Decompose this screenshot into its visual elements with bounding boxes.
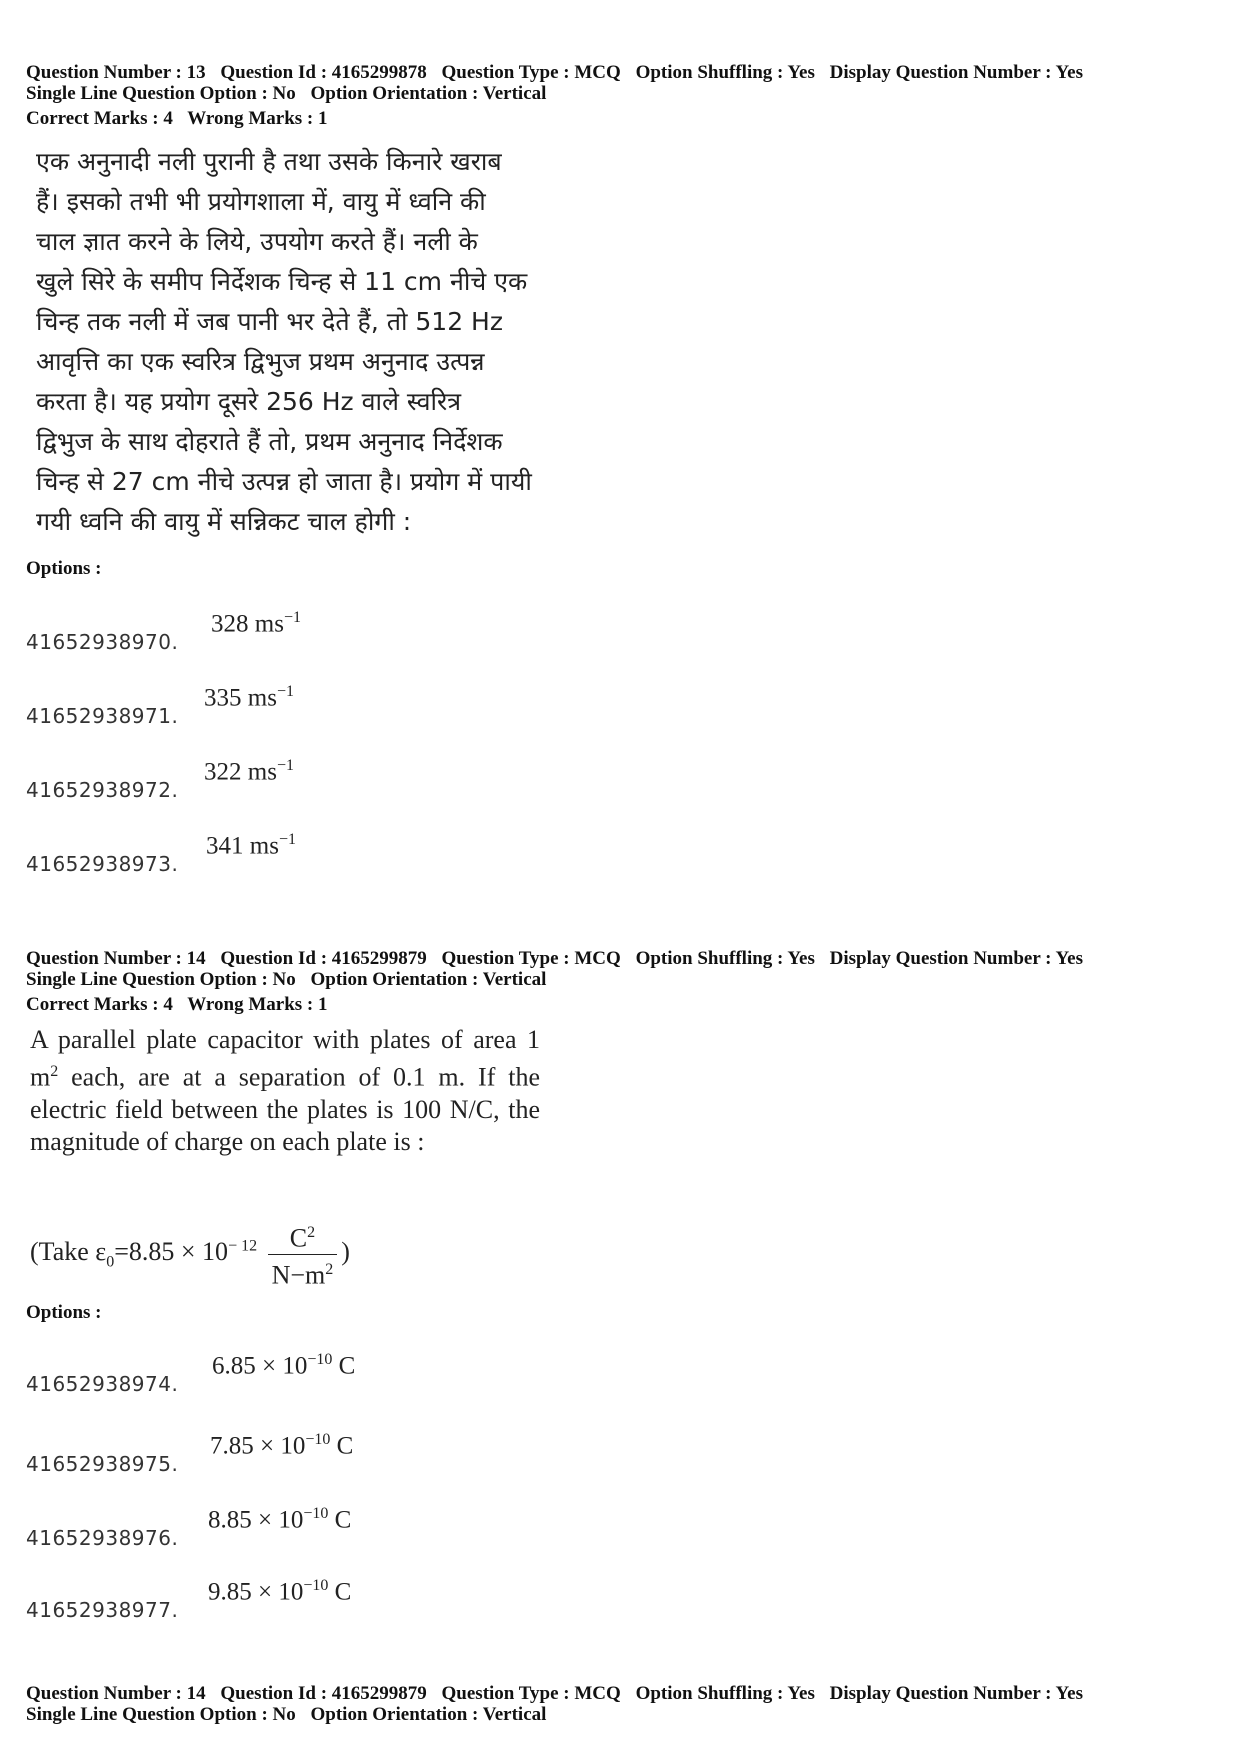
option-value: 328 $ms^{-1}$ <box>211 608 301 637</box>
question-meta-line2 <box>26 1704 1206 1725</box>
option-item[interactable] <box>26 678 626 728</box>
option-orientation: Option Orientation : Vertical <box>310 1704 547 1725</box>
option-shuffling: Option Shuffling : Yes <box>635 62 815 83</box>
option-orientation: Option Orientation : Vertical <box>310 83 547 104</box>
option-value: $8.85 \times 10^{-10}$ C <box>208 1504 352 1533</box>
question-meta-line2 <box>26 969 1206 990</box>
question-meta-line2 <box>26 83 1206 104</box>
option-value: 335 $ms^{-1}$ <box>204 682 294 711</box>
question-line: द्विभुज के साथ दोहराते हैं तो, प्रथम अनुनाद निर्देशक <box>36 427 503 456</box>
question-line: एक अनुनादी नली पुरानी है तथा उसके किनारे खराब <box>36 147 502 176</box>
option-id: 41652938973. <box>26 852 179 876</box>
question-line: चिन्ह तक नली में जब पानी भर देते हैं, तो 512 Hz <box>36 307 503 336</box>
option-item[interactable] <box>26 1426 626 1476</box>
display-question-number: Display Question Number : Yes <box>829 948 1083 969</box>
option-item[interactable] <box>26 752 626 802</box>
question-type: Question Type : MCQ <box>441 1683 621 1704</box>
wrong-marks: Wrong Marks : 1 <box>187 108 328 129</box>
correct-marks: Correct Marks : 4 <box>26 108 173 129</box>
options-label: Options : <box>26 1302 102 1323</box>
question-13-block <box>26 62 1206 882</box>
question-meta-line1 <box>26 62 1206 83</box>
display-question-number: Display Question Number : Yes <box>829 1683 1083 1704</box>
option-value: 341 $ms^{-1}$ <box>206 830 296 859</box>
option-orientation: Option Orientation : Vertical <box>310 969 547 990</box>
option-id: 41652938971. <box>26 704 179 728</box>
question-line: आवृत्ति का एक स्वरित्र द्विभुज प्रथम अनुनाद उत्पन्न <box>36 347 485 376</box>
option-id: 41652938976. <box>26 1526 179 1550</box>
question-id: Question Id : 4165299879 <box>220 1683 427 1704</box>
option-id: 41652938977. <box>26 1598 179 1622</box>
option-item[interactable] <box>26 1572 626 1622</box>
options-label: Options : <box>26 558 102 579</box>
option-value: $7.85 \times 10^{-10}$ C <box>210 1430 354 1459</box>
question-text <box>36 142 556 542</box>
wrong-marks: Wrong Marks : 1 <box>187 994 328 1015</box>
single-line-option: Single Line Question Option : No <box>26 1704 296 1725</box>
question-number: Question Number : 13 <box>26 62 206 83</box>
question-meta-line3 <box>26 108 1206 129</box>
single-line-option: Single Line Question Option : No <box>26 969 296 990</box>
question-type: Question Type : MCQ <box>441 62 621 83</box>
question-number: Question Number : 14 <box>26 1683 206 1704</box>
question-type: Question Type : MCQ <box>441 948 621 969</box>
question-line: गयी ध्वनि की वायु में सन्निकट चाल होगी : <box>36 507 412 536</box>
question-line: हैं। इसको तभी भी प्रयोगशाला में, वायु में ध्वनि की <box>36 187 486 216</box>
question-14-block <box>26 948 1206 1622</box>
question-next-block <box>26 1683 1206 1733</box>
option-value: $6.85 \times 10^{-10}$ C <box>212 1350 356 1379</box>
question-meta-line1 <box>26 1683 1206 1704</box>
question-meta-line3 <box>26 994 1206 1015</box>
option-value: 322 $ms^{-1}$ <box>204 756 294 785</box>
option-shuffling: Option Shuffling : Yes <box>635 1683 815 1704</box>
option-id: 41652938972. <box>26 778 179 802</box>
option-id: 41652938975. <box>26 1452 179 1476</box>
option-item[interactable] <box>26 1346 626 1396</box>
option-id: 41652938974. <box>26 1372 179 1396</box>
question-id: Question Id : 4165299879 <box>220 948 427 969</box>
question-line: खुले सिरे के समीप निर्देशक चिन्ह से 11 cm नीचे एक <box>36 267 528 296</box>
question-id: Question Id : 4165299878 <box>220 62 427 83</box>
correct-marks: Correct Marks : 4 <box>26 994 173 1015</box>
question-number: Question Number : 14 <box>26 948 206 969</box>
question-line: चाल ज्ञात करने के लिये, उपयोग करते हैं। नली के <box>36 227 478 256</box>
fraction: $\frac{C^2}{N-m^2}$ <box>268 1218 338 1290</box>
option-value: $9.85 \times 10^{-10}$ C <box>208 1576 352 1605</box>
option-item[interactable] <box>26 604 626 654</box>
option-id: 41652938970. <box>26 630 179 654</box>
option-item[interactable] <box>26 1500 626 1550</box>
question-line: करता है। यह प्रयोग दूसरे 256 Hz वाले स्वरित्र <box>36 387 462 416</box>
question-text: A parallel plate capacitor with plates of area 1 $m^2$ each, are at a separation of 0.1 m. If the electric field between the plates is 100 N/C, the magnitude of charge on each plate is : <box>30 1025 540 1156</box>
display-question-number: Display Question Number : Yes <box>829 62 1083 83</box>
question-meta-line1 <box>26 948 1206 969</box>
single-line-option: Single Line Question Option : No <box>26 83 296 104</box>
given-constant: (Take $\varepsilon_0=8.85 \times 10^{- 12}$ $\frac{C^2}{N-m^2}$ ) <box>30 1218 350 1290</box>
question-line: चिन्ह से 27 cm नीचे उत्पन्न हो जाता है। प्रयोग में पायी <box>36 467 532 496</box>
option-shuffling: Option Shuffling : Yes <box>635 948 815 969</box>
option-item[interactable] <box>26 826 626 876</box>
